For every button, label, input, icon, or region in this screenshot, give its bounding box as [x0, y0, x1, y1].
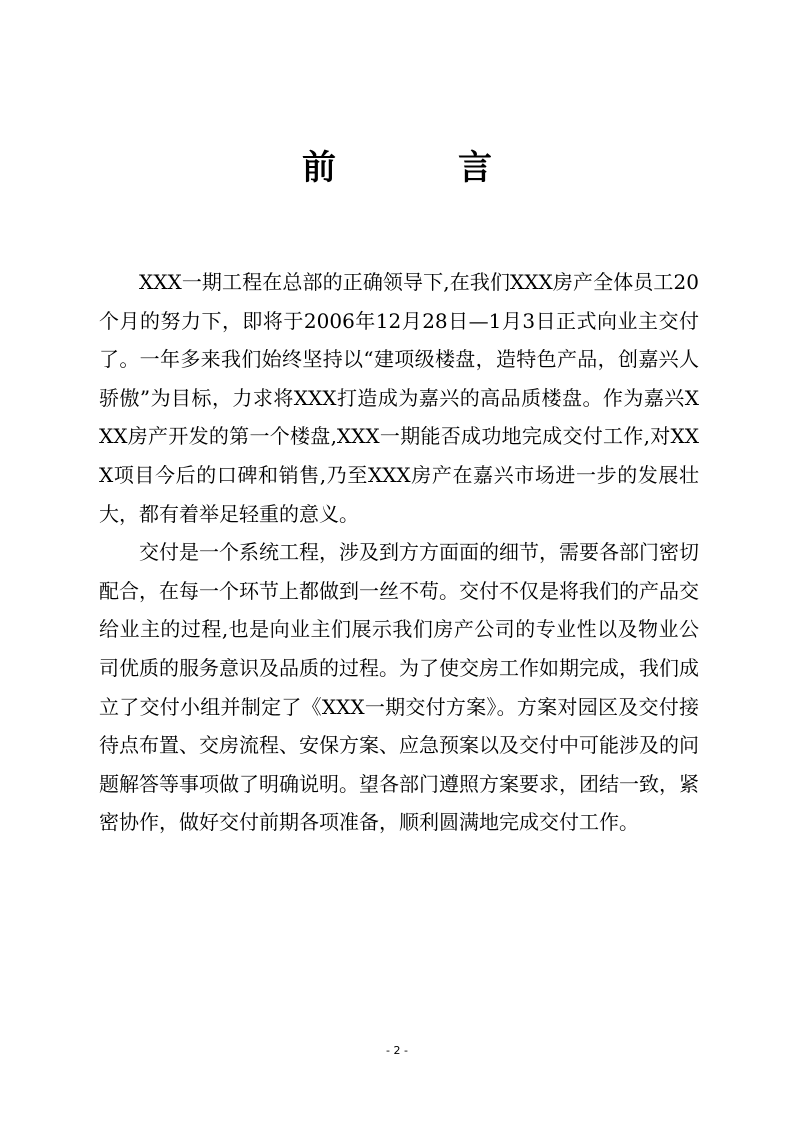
paragraph-1: XXX一期工程在总部的正确领导下,在我们XXX房产全体员工20个月的努力下，即将于2006年12月28日—1月3日正式向业主交付了。一年多来我们始终坚持以“建项级楼盘，造特色产品，创嘉兴人骄傲”为目标，力求将XXX打造成为嘉兴的高品质楼盘。作为嘉兴XXX房产开发的第一个楼盘,XXX一期能否成功地完成交付工作,对XXX项目今后的口碑和销售,乃至XXX房产在嘉兴市场进一步的发展壮大，都有着举足轻重的意义。 — [99, 270, 699, 526]
preface-body — [99, 263, 699, 842]
paragraph-2: 交付是一个系统工程，涉及到方方面面的细节，需要各部门密切配合，在每一个环节上都做到一丝不苟。交付不仅是将我们的产品交给业主的过程,也是向业主们展示我们房产公司的专业性以及物业公司优质的服务意识及品质的过程。为了使交房工作如期完成，我们成立了交付小组并制定了《XXX一期交付方案》。方案对园区及交付接待点布置、交房流程、安保方案、应急预案以及交付中可能涉及的问题解答等事项做了明确说明。望各部门遵照方案要求，团结一致，紧密协作，做好交付前期各项准备，顺利圆满地完成交付工作。 — [99, 540, 699, 835]
page-title: 前 言 — [302, 148, 536, 188]
page-number: - 2 - — [386, 1044, 408, 1057]
